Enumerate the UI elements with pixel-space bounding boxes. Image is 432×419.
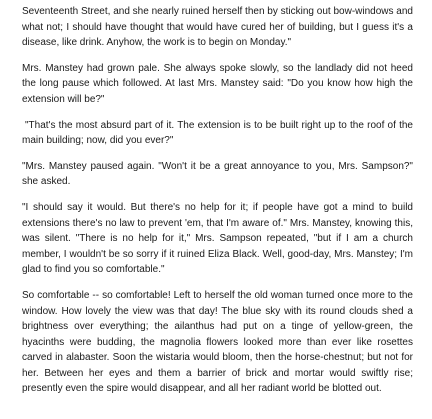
paragraph-3: "That's the most absurd part of it. The extension is to be built right up to the roof of the main building; now, did you ever?" — [22, 119, 413, 147]
paragraph-5: "I should say it would. But there's no help for it; if people have got a mind to build extensions there's no law to prevent 'em, that I'm aware of." Mrs. Manstey, knowing this, was silent. "There is no help for it," Mrs. Sampson repeated, "but if I am a church member, I wouldn't be so sorry if it ruined Eliza Black. Well, good-day, Mrs. Manstey; I'm glad to find you so comfortable." — [22, 201, 413, 276]
paragraph-2: Mrs. Manstey had grown pale. She always spoke slowly, so the landlady did not heed the long pause which followed. At last Mrs. Manstey said: "Do you know how high the extension will be?" — [22, 62, 413, 105]
paragraph-1: Seventeenth Street, and she nearly ruined herself then by sticking out bow-windows and what not; I should have thought that would have cured her of building, but I guess it's a disease, like drink. Anyhow, the work is to begin on Monday." — [22, 6, 413, 49]
paragraph-4: "Mrs. Manstey paused again. "Won't it be a great annoyance to you, Mrs. Sampson?" she asked. — [22, 160, 413, 188]
paragraph-6: So comfortable -- so comfortable! Left to herself the old woman turned once more to the window. How lovely the view was that day! The blue sky with its round clouds shed a brightness over everything; the ailanthus had put on a tinge of yellow-green, the hyacinths were budding, the magnolia flowers looked more than ever like rosettes carved in alabaster. Soon the wistaria would bloom, then the horse-chestnut; but not for her. Between her eyes and them a barrier of brick and mortar would swiftly rise; presently even the spire would disappear, and all her radiant world be blotted out. — [22, 289, 413, 395]
